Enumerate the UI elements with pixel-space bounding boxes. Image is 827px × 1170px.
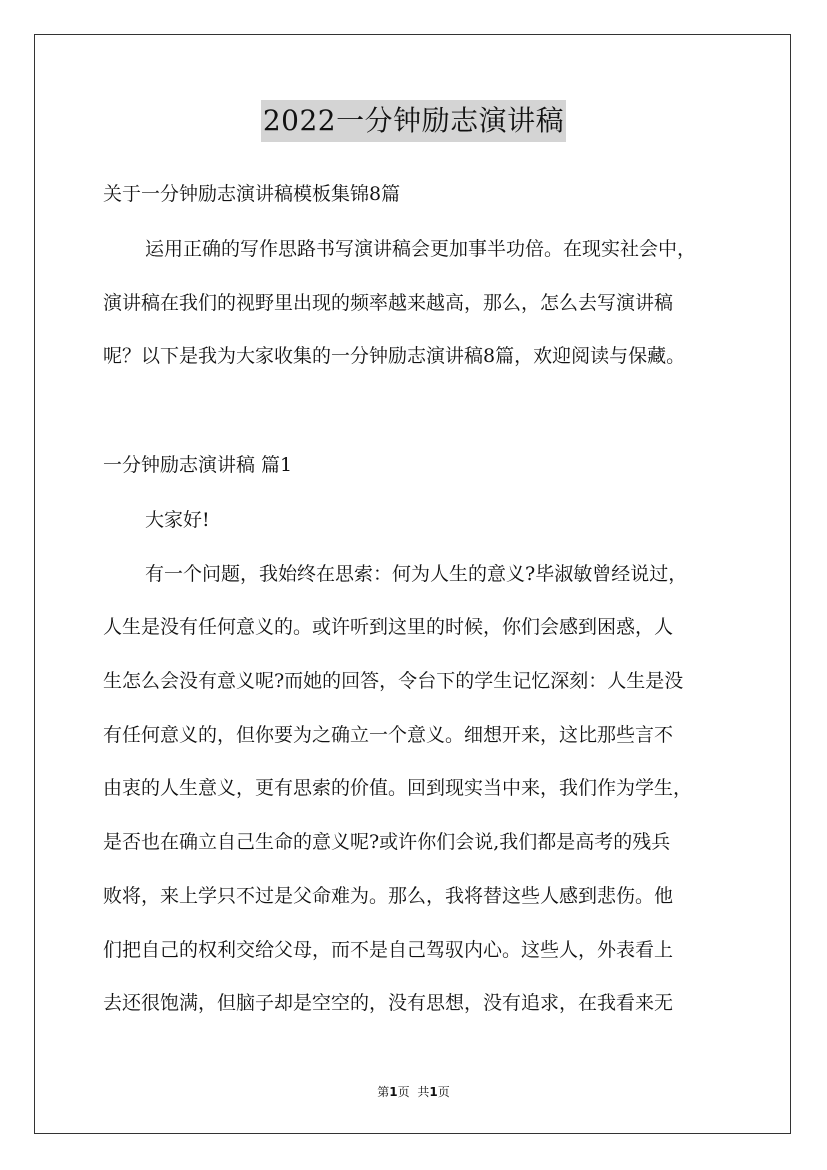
- intro-line: 呢？以下是我为大家收集的一分钟励志演讲稿8篇，欢迎阅读与保藏。: [103, 345, 686, 367]
- page-footer: [0, 1084, 827, 1100]
- body-line: 败将，来上学只不过是父命难为。那么，我将替这些人感到悲伤。他: [103, 885, 674, 907]
- subtitle: 关于一分钟励志演讲稿模板集锦8篇: [103, 183, 401, 205]
- total-pages: 1: [429, 1085, 438, 1099]
- intro-line: 运用正确的写作思路书写演讲稿会更加事半功倍。在现实社会中，: [145, 238, 697, 260]
- body-line: 人生是没有任何意义的。或许听到这里的时候，你们会感到困惑，人: [103, 616, 674, 638]
- page-number: 1: [389, 1085, 398, 1099]
- total-suffix: 页: [437, 1085, 450, 1099]
- body-line: 去还很饱满，但脑子却是空空的，没有思想，没有追求，在我看来无: [103, 992, 674, 1014]
- body-line: 有一个问题，我始终在思索：何为人生的意义?毕淑敏曾经说过，: [145, 563, 688, 585]
- page-suffix: 页: [397, 1085, 410, 1099]
- intro-line: 演讲稿在我们的视野里出现的频率越来越高，那么，怎么去写演讲稿: [103, 292, 674, 314]
- greeting: 大家好!: [145, 509, 210, 531]
- body-line: 生怎么会没有意义呢?而她的回答，令台下的学生记忆深刻：人生是没: [103, 670, 684, 692]
- body-line: 们把自己的权利交给父母，而不是自己驾驭内心。这些人，外表看上: [103, 939, 674, 961]
- body-line: 由衷的人生意义，更有思索的价值。回到现实当中来，我们作为学生，: [103, 777, 693, 799]
- section-heading: 一分钟励志演讲稿 篇1: [103, 454, 293, 476]
- document-title: 2022一分钟励志演讲稿: [261, 100, 566, 142]
- total-prefix: 共: [417, 1085, 430, 1099]
- body-line: 是否也在确立自己生命的意义呢?或许你们会说,我们都是高考的残兵: [103, 831, 671, 853]
- body-line: 有任何意义的，但你要为之确立一个意义。细想开来，这比那些言不: [103, 724, 674, 746]
- document-title-wrap: [0, 100, 827, 144]
- page-prefix: 第: [377, 1085, 390, 1099]
